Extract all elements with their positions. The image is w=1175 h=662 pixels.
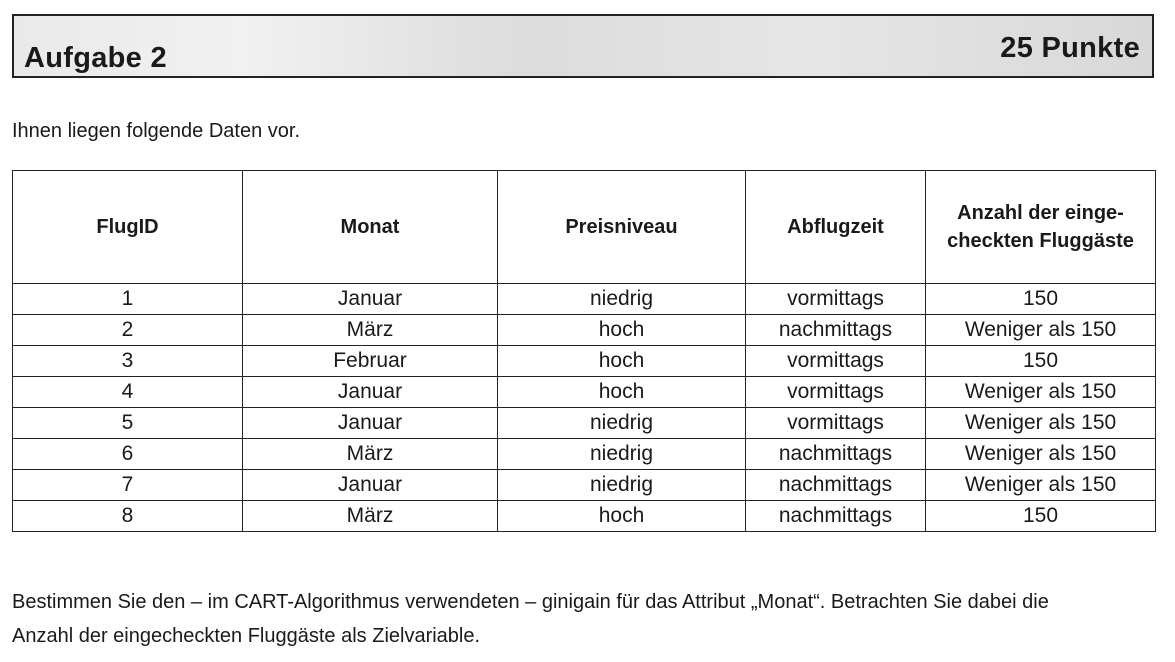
flight-data-table bbox=[12, 170, 1156, 532]
cell-abflugzeit: nachmittags bbox=[746, 439, 926, 470]
cell-preisniveau: niedrig bbox=[498, 284, 746, 315]
table-row bbox=[13, 346, 1156, 377]
cell-anzahl: 150 bbox=[926, 284, 1156, 315]
cell-anzahl: Weniger als 150 bbox=[926, 439, 1156, 470]
column-header-preisniveau: Preisniveau bbox=[498, 171, 746, 284]
cell-flugid: 7 bbox=[13, 470, 243, 501]
cell-abflugzeit: vormittags bbox=[746, 377, 926, 408]
cell-monat: Februar bbox=[243, 346, 498, 377]
cell-flugid: 8 bbox=[13, 501, 243, 532]
cell-abflugzeit: vormittags bbox=[746, 284, 926, 315]
table-row bbox=[13, 377, 1156, 408]
cell-preisniveau: niedrig bbox=[498, 439, 746, 470]
cell-monat: März bbox=[243, 439, 498, 470]
cell-preisniveau: niedrig bbox=[498, 408, 746, 439]
cell-flugid: 6 bbox=[13, 439, 243, 470]
table-row bbox=[13, 439, 1156, 470]
cell-preisniveau: hoch bbox=[498, 346, 746, 377]
cell-monat: Januar bbox=[243, 408, 498, 439]
cell-anzahl: 150 bbox=[926, 346, 1156, 377]
cell-anzahl: Weniger als 150 bbox=[926, 408, 1156, 439]
table-row bbox=[13, 470, 1156, 501]
cell-flugid: 3 bbox=[13, 346, 243, 377]
table-row bbox=[13, 408, 1156, 439]
cell-monat: Januar bbox=[243, 470, 498, 501]
question-line-1: Bestimmen Sie den – im CART-Algorithmus verwendeten – ginigain für das Attribut „Monat“. Betrachten Sie dabei die bbox=[12, 591, 1049, 613]
task-title: Aufgabe 2 bbox=[24, 42, 167, 74]
cell-monat: März bbox=[243, 501, 498, 532]
cell-flugid: 1 bbox=[13, 284, 243, 315]
column-header-abflugzeit: Abflugzeit bbox=[746, 171, 926, 284]
task-points: 25 Punkte bbox=[1000, 32, 1140, 64]
cell-abflugzeit: vormittags bbox=[746, 408, 926, 439]
task-header bbox=[12, 14, 1154, 78]
cell-anzahl: Weniger als 150 bbox=[926, 377, 1156, 408]
table-row bbox=[13, 501, 1156, 532]
cell-preisniveau: niedrig bbox=[498, 470, 746, 501]
cell-anzahl: Weniger als 150 bbox=[926, 470, 1156, 501]
table-row bbox=[13, 315, 1156, 346]
cell-abflugzeit: nachmittags bbox=[746, 315, 926, 346]
cell-abflugzeit: vormittags bbox=[746, 346, 926, 377]
column-header-anzahl-line1: Anzahl der einge- bbox=[957, 202, 1124, 224]
task-question bbox=[12, 585, 1152, 653]
column-header-flugid: FlugID bbox=[13, 171, 243, 284]
column-header-anzahl bbox=[926, 171, 1156, 284]
table-row bbox=[13, 284, 1156, 315]
cell-preisniveau: hoch bbox=[498, 501, 746, 532]
cell-abflugzeit: nachmittags bbox=[746, 470, 926, 501]
table-header-row bbox=[13, 171, 1156, 284]
column-header-anzahl-line2: checkten Fluggäste bbox=[947, 230, 1134, 252]
cell-anzahl: 150 bbox=[926, 501, 1156, 532]
cell-monat: Januar bbox=[243, 377, 498, 408]
cell-preisniveau: hoch bbox=[498, 315, 746, 346]
cell-flugid: 2 bbox=[13, 315, 243, 346]
column-header-monat: Monat bbox=[243, 171, 498, 284]
cell-flugid: 4 bbox=[13, 377, 243, 408]
cell-preisniveau: hoch bbox=[498, 377, 746, 408]
cell-monat: Januar bbox=[243, 284, 498, 315]
question-line-2: Anzahl der eingecheckten Fluggäste als Zielvariable. bbox=[12, 625, 481, 647]
intro-text: Ihnen liegen folgende Daten vor. bbox=[12, 120, 300, 142]
cell-abflugzeit: nachmittags bbox=[746, 501, 926, 532]
cell-flugid: 5 bbox=[13, 408, 243, 439]
cell-anzahl: Weniger als 150 bbox=[926, 315, 1156, 346]
cell-monat: März bbox=[243, 315, 498, 346]
